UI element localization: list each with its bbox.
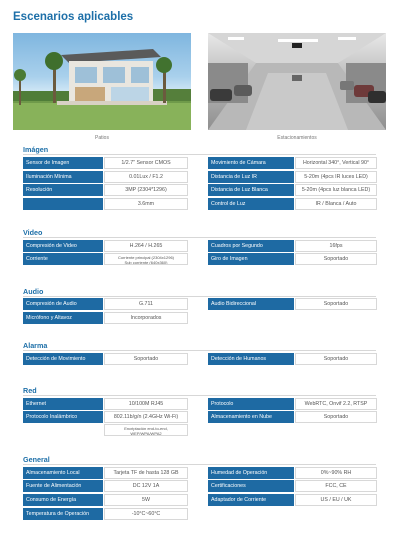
spec-value: Soportado <box>295 298 377 310</box>
parking-photo <box>208 33 386 130</box>
spec-label: Detección de Movimiento <box>23 353 103 365</box>
spec-value: Soportado <box>295 411 377 423</box>
spec-label: Giro de Imagen <box>208 253 294 265</box>
patio-photo <box>13 33 191 130</box>
spec-label: Compresión de Video <box>23 240 103 252</box>
spec-label: Protocolo Inalámbrico <box>23 411 103 423</box>
spec-label: Iluminación Mínima <box>23 171 103 183</box>
spec-label: Control de Luz <box>208 198 294 210</box>
section-divider <box>23 154 376 155</box>
spec-label: Distancia de Luz IR <box>208 171 294 183</box>
spec-label: Adaptador de Corriente <box>208 494 294 506</box>
spec-value-line: WEP/WPA/WPA2 <box>130 431 162 436</box>
spec-value: 16fps <box>295 240 377 252</box>
parking-caption: Estacionamientos <box>277 135 317 141</box>
spec-label: Corriente <box>23 253 103 265</box>
spec-value: WebRTC, Onvif 2.2, RTSP <box>295 398 377 410</box>
spec-value: Tarjeta TF de hasta 128 GB <box>104 467 188 479</box>
spec-label: Fuente de Alimentación <box>23 480 103 492</box>
spec-value: Soportado <box>295 253 377 265</box>
spec-value: US / EU / UK <box>295 494 377 506</box>
spec-value: Soportado <box>104 353 188 365</box>
spec-value: G.711 <box>104 298 188 310</box>
section-divider <box>23 296 376 297</box>
spec-label: Consumo de Energía <box>23 494 103 506</box>
spec-value: 0.01Lux / F1.2 <box>104 171 188 183</box>
spec-label: Distancia de Luz Blanca <box>208 184 294 196</box>
spec-label: Audio Bidireccional <box>208 298 294 310</box>
spec-value: -10°C~60°C <box>104 508 188 520</box>
spec-value: DC 12V 1A <box>104 480 188 492</box>
spec-label: Compresión de Audio <box>23 298 103 310</box>
spec-value: Soportado <box>295 353 377 365</box>
spec-value: 5-20m (4pcs luz blanca LED) <box>295 184 377 196</box>
section-divider <box>23 464 376 465</box>
spec-value: 802.11b/g/n (2.4GHz Wi-Fi) <box>104 411 188 423</box>
spec-label: Movimiento de Cámara <box>208 157 294 169</box>
spec-value <box>104 424 188 436</box>
spec-value: 3.6mm <box>104 198 188 210</box>
spec-label: Temperatura de Operación <box>23 508 103 520</box>
page-title: Escenarios aplicables <box>13 11 134 23</box>
section-title-alarma: Alarma <box>23 341 48 350</box>
spec-value: Incorporados <box>104 312 188 324</box>
spec-label: Almacenamiento Local <box>23 467 103 479</box>
spec-value: IR / Blanca / Auto <box>295 198 377 210</box>
section-title-audio: Audio <box>23 287 44 296</box>
spec-value: 10/100M RJ45 <box>104 398 188 410</box>
section-divider <box>23 237 376 238</box>
section-divider <box>23 395 376 396</box>
spec-value: H.264 / H.265 <box>104 240 188 252</box>
spec-label <box>23 198 103 210</box>
spec-label: Humedad de Operación <box>208 467 294 479</box>
spec-label: Almacenamiento en Nube <box>208 411 294 423</box>
spec-value: Horizontal 340°, Vertical 90° <box>295 157 377 169</box>
section-divider <box>23 350 376 351</box>
spec-label: Protocolo <box>208 398 294 410</box>
spec-value: 0%~90% RH <box>295 467 377 479</box>
spec-value <box>104 253 188 265</box>
section-title-general: General <box>23 455 50 464</box>
section-title-red: Red <box>23 386 37 395</box>
section-title-imagen: Imágen <box>23 145 49 154</box>
spec-label: Certificaciones <box>208 480 294 492</box>
spec-value: 1/2.7" Sensor CMOS <box>104 157 188 169</box>
patio-caption: Patios <box>95 135 109 141</box>
spec-label: Detección de Humanos <box>208 353 294 365</box>
spec-value-line: Corriente principal (2304x1296) <box>117 255 175 260</box>
spec-label: Sensor de Imagen <box>23 157 103 169</box>
spec-label: Cuadros por Segundo <box>208 240 294 252</box>
section-title-video: Video <box>23 228 43 237</box>
spec-value-line: Sub corriente (640x360) <box>124 260 168 265</box>
spec-value: 5-20m (4pcs IR luces LED) <box>295 171 377 183</box>
spec-value: FCC, CE <box>295 480 377 492</box>
spec-label: Resolución <box>23 184 103 196</box>
spec-value-line: Encriptación end-to-end, <box>124 426 168 431</box>
spec-label: Ethernet <box>23 398 103 410</box>
spec-label: Micrófono y Altavoz <box>23 312 103 324</box>
spec-value: 5W <box>104 494 188 506</box>
spec-value: 3MP (2304*1296) <box>104 184 188 196</box>
